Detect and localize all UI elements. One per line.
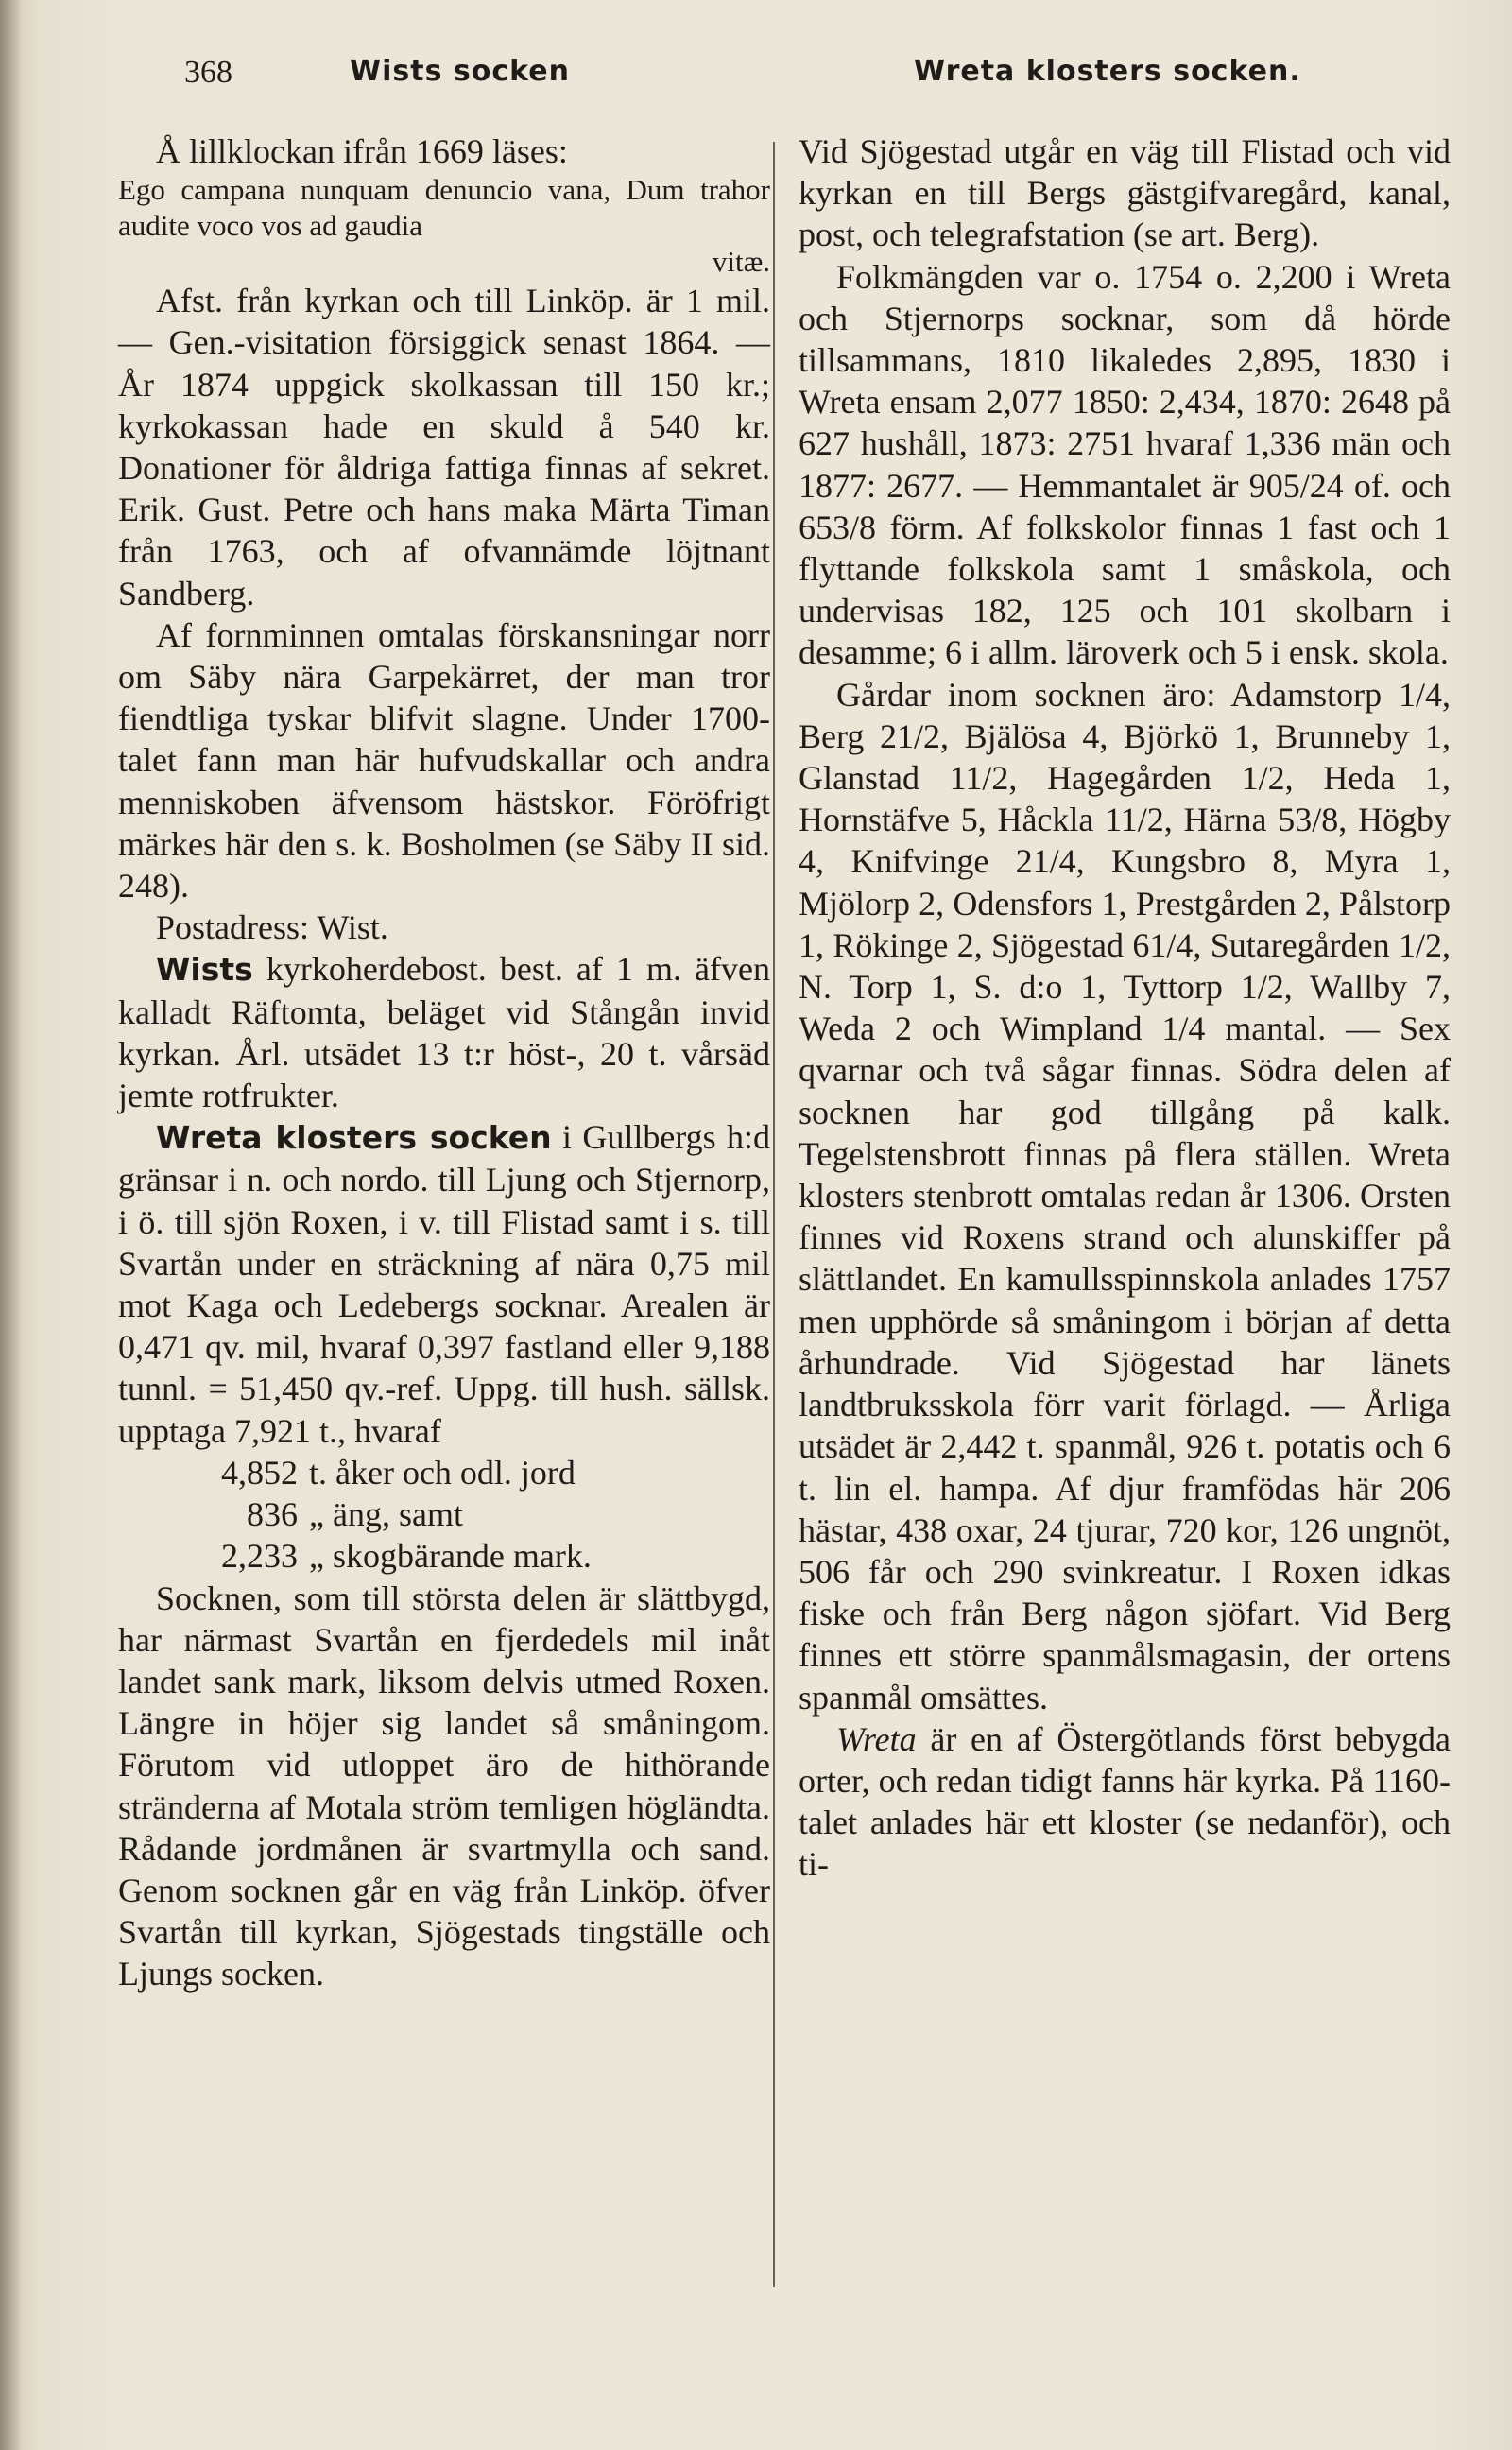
right-column <box>799 130 1451 1886</box>
paragraph <box>118 1116 770 1452</box>
entry-heading: Wists <box>156 951 253 989</box>
paragraph: Postadress: Wist. <box>156 908 388 947</box>
paragraph: Socknen, som till största delen är slättbygd, har närmast Svartån en fjerdedels mil inåt landet sank mark, liksom delvis utmed Roxen. Längre in höjer sig landet så småningom. Förutom vid utloppet äro de hithörande stränderna af Motala ström temligen högländta. Rådande jordmånen är svartmylla och sand. Genom socknen går en väg från Linköp. öfver Svartån till kyrkan, Sjögestads tingställe och Ljungs socken. <box>118 1579 770 1993</box>
paragraph: Afst. från kyrkan och till Linköp. är 1 mil. — Gen.-visitation försiggick senast 1864. — År 1874 uppgick skolkassan till 150 kr.; kyrkokassan hade en skuld å 540 kr. Donationer för åldriga fattiga finnas af sekret. Erik. Gust. Petre och hans maka Märta Timan från 1763, och af ofvannämde löjtnant Sandberg. <box>118 282 770 612</box>
spine-shadow <box>0 0 21 2450</box>
entry-heading: Wreta klosters socken <box>156 1119 552 1157</box>
entry-text: är en af Östergötlands först bebygda orter, och redan tidigt fanns här kyrka. På 1160-talet anlades här ett kloster (se nedanför), och ti- <box>799 1719 1451 1884</box>
latin-inscription: Ego campana nunquam denuncio vana, Dum trahor audite voco vos ad gaudia <box>118 173 770 243</box>
table-row: 2,233 „ skogbärande mark. <box>221 1537 592 1576</box>
entry-text: kyrkoherdebost. best. af 1 m. äfven kalladt Räftomta, beläget vid Stångån invid kyrkan. Årl. utsädet 13 t:r höst-, 20 t. vårsäd jemte rotfrukter. <box>118 950 770 1115</box>
paragraph: Vid Sjögestad utgår en väg till Flistad och vid kyrkan en till Bergs gästgifvaregård, kanal, post, och telegrafstation (se art. Berg). <box>799 132 1451 254</box>
table-row: 836 „ äng, samt <box>247 1495 463 1534</box>
table-row: 4,852 t. åker och odl. jord <box>221 1453 576 1492</box>
latin-inscription-end: vitæ. <box>712 245 770 279</box>
paragraph <box>118 948 770 1116</box>
entry-text: i Gullbergs h:d gränsar i n. och nordo. till Ljung och Stjernorp, i ö. till sjön Roxen, i v. till Flistad samt i s. till Svartån under en sträckning af nära 0,75 mil mot Kaga och Ledebergs socknar. Arealen är 0,471 qv. mil, hvaraf 0,397 fastland eller 9,188 tunnl. = 51,450 qv.-ref. Uppg. till hush. sällsk. upptaga 7,921 t., hvaraf <box>118 1118 770 1450</box>
entry-heading: Wreta <box>836 1719 917 1758</box>
paragraph: Gårdar inom socknen äro: Adamstorp 1/4, Berg 21/2, Bjälösa 4, Björkö 1, Brunneby 1, Glanstad 11/2, Hagegården 1/2, Heda 1, Hornstäfve 5, Håckla 11/2, Härna 53/8, Högby 4, Knifvinge 21/4, Kungsbro 8, Myra 1, Mjölorp 2, Odensfors 1, Prestgården 2, Pålstorp 1, Rökinge 2, Sjögestad 61/4, Sutaregården 1/2, N. Torp 1, S. d:o 1, Tyttorp 1/2, Wallby 7, Weda 2 och Wimpland 1/4 mantal. — Sex qvarnar och två sågar finnas. Södra delen af socknen har god tillgång på kalk. Tegelstensbrott finnas på flera ställen. Wreta klosters stenbrott omtalas redan år 1306. Orsten finnes vid Roxens strand och alunskiffer på slättlandet. En kamullsspinnskola anlades 1757 men upphörde så småningom i början af detta århundrade. Vid Sjögestad har länets landtbruksskola förr varit förlagd. — Årliga utsädet är 2,442 t. spanmål, 926 t. potatis och 6 t. lin el. hampa. Af djur framfödas här 206 hästar, 438 oxar, 24 tjurar, 720 kor, 126 ungnöt, 506 får och 290 svinkreatur. I Roxen idkas fiske och från Berg någon sjöfart. Vid Berg finnes ett större spanmålsmagasin, der ortens spanmål omsättes. <box>799 675 1451 1717</box>
paragraph: Af fornminnen omtalas förskansningar norr om Säby nära Garpekärret, der man tror fiendtliga tyskar blifvit slagne. Under 1700-talet fann man här hufvudskallar och andra menniskoben äfvensom hästskor. Föröfrigt märkes här den s. k. Bosholmen (se Säby II sid. 248). <box>118 615 770 906</box>
paragraph <box>799 1718 1451 1886</box>
paragraph: Å lillklockan ifrån 1669 läses: <box>156 132 568 170</box>
column-divider <box>773 142 775 2287</box>
land-table <box>118 1452 770 1578</box>
running-head-right: Wreta klosters socken. <box>914 55 1301 88</box>
left-column <box>118 130 770 1995</box>
page-number: 368 <box>184 55 232 90</box>
paragraph: Folkmängden var o. 1754 o. 2,200 i Wreta och Stjernorps socknar, som då hörde tillsammans, 1810 likaledes 2,895, 1830 i Wreta ensam 2,077 1850: 2,434, 1870: 2648 på 627 hushåll, 1873: 2751 hvaraf 1,336 män och 1877: 2677. — Hemmantalet är 905/24 of. och 653/8 förm. Af folkskolor finnas 1 fast och 1 flyttande folkskola samt 1 småskola, och undervisas 182, 125 och 101 skolbarn i desamme; 6 i allm. läroverk och 5 i ensk. skola. <box>799 257 1451 672</box>
running-head-left: Wists socken <box>350 55 570 88</box>
